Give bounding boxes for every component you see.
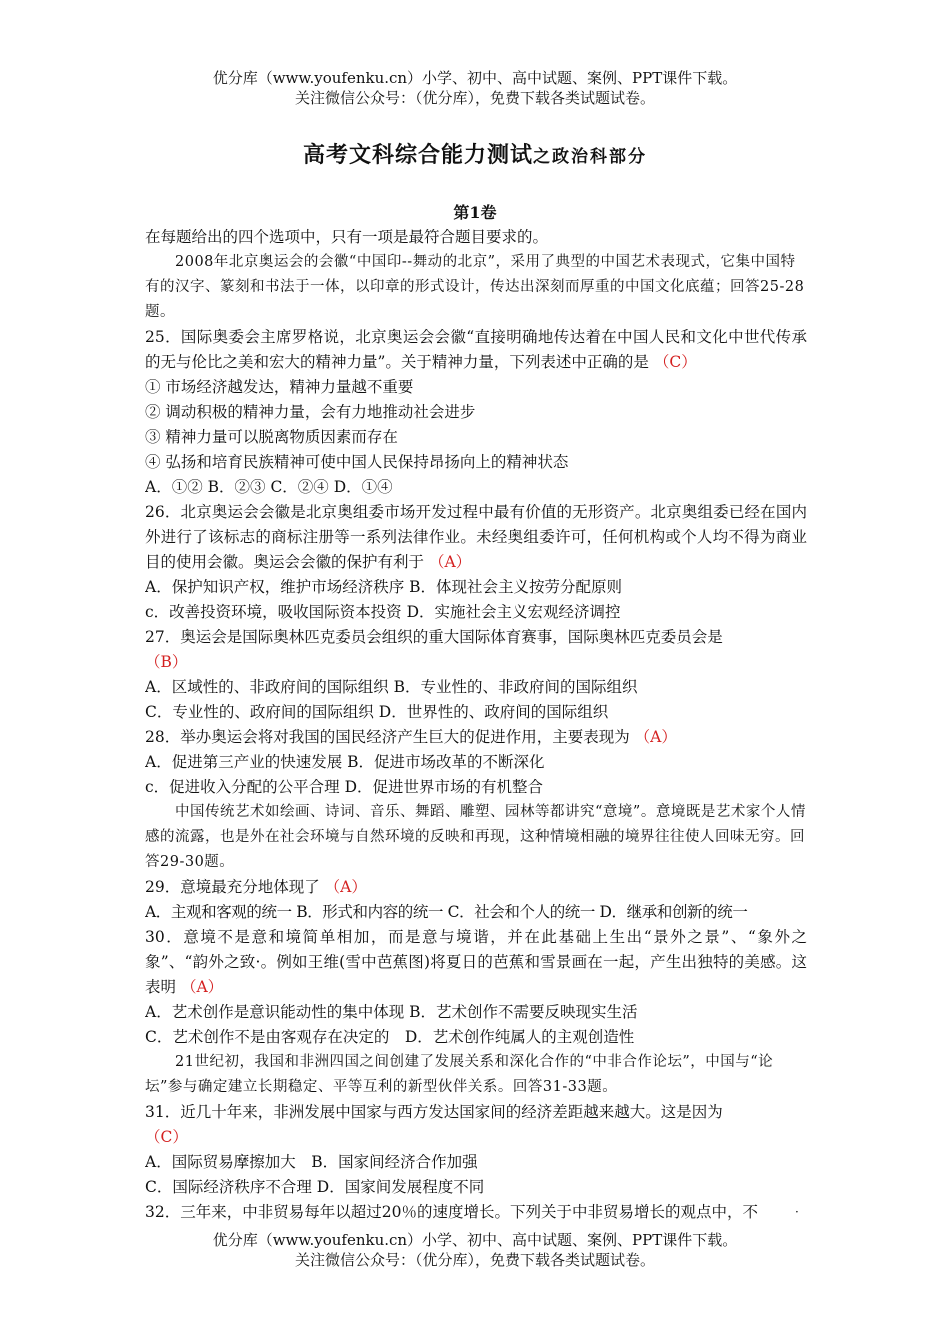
question-27 <box>145 625 807 675</box>
q31-answer: （C） <box>145 1128 188 1146</box>
question-31 <box>145 1100 807 1150</box>
q28-options-row-1: A．促进第三产业的快速发展 B．促进市场改革的不断深化 <box>145 753 545 771</box>
q27-options-row-2: C．专业性的、政府间的国际组织 D．世界性的、政府间的国际组织 <box>145 703 609 721</box>
q25-statement-1: ① 市场经济越发达，精神力量越不重要 <box>145 378 414 396</box>
question-25 <box>145 325 807 375</box>
q30-options-row-1: A．艺术创作是意识能动性的集中体现 B．艺术创作不需要反映现实生活 <box>145 1003 638 1021</box>
q29-options: A．主观和客观的统一 B．形式和内容的统一 C．社会和个人的统一 D．继承和创新的统一 <box>145 903 748 921</box>
q25-stem: 25．国际奥委会主席罗格说，北京奥运会会徽“直接明确地传达着在中国人民和文化中世代传承的无与伦比之美和宏大的精神力量”。关于精神力量，下列表述中正确的是 <box>145 328 807 371</box>
q27-options-row-1: A．区域性的、非政府间的国际组织 B．专业性的、非政府间的国际组织 <box>145 678 638 696</box>
q25-options: A．①② B．②③ C．②④ D．①④ <box>145 478 393 496</box>
passage-2: 中国传统艺术如绘画、诗词、音乐、舞蹈、雕塑、园林等都讲究“意境”。意境既是艺术家个人情感的流露，也是外在社会环境与自然环境的反映和再现，这种情境相融的境界往往使人回味无穷。回答29-30题。 <box>145 804 806 870</box>
header-line-2: 关注微信公众号：（优分库），免费下载各类试题试卷。 <box>294 89 655 107</box>
instruction: 在每题给出的四个选项中，只有一项是最符合题目要求的。 <box>145 228 549 246</box>
passage-1: 2008年北京奥运会的会徽“中国印--舞动的北京”，采用了典型的中国艺术表现式，它集中国特有的汉字、篆刻和书法于一体，以印章的形式设计，传达出深刻而厚重的中国文化底蕴；回答25-28题。 <box>145 254 805 320</box>
title-sub: 之政治科部分 <box>533 147 647 167</box>
page-mark: · <box>795 1205 799 1219</box>
volume-heading: 第1卷 <box>453 203 497 222</box>
title-main: 高考文科综合能力测试 <box>302 143 533 168</box>
q27-answer: （B） <box>145 653 188 671</box>
q28-options-row-2: c．促进收入分配的公平合理 D．促进世界市场的有机整合 <box>145 778 544 796</box>
q31-options-row-1: A．国际贸易摩擦加大 B．国家间经济合作加强 <box>145 1153 478 1171</box>
q31-stem: 31．近几十年来，非洲发展中国家与西方发达国家间的经济差距越来越大。这是因为 <box>145 1103 723 1121</box>
footer-line-1: 优分库（www.youfenku.cn）小学、初中、高中试题、案例、PPT课件下载。 <box>212 1231 738 1249</box>
question-32: 32．三年来，中非贸易每年以超过20％的速度增长。下列关于中非贸易增长的观点中，不 <box>145 1203 758 1221</box>
q29-stem: 29．意境最充分地体现了 <box>145 878 320 896</box>
q30-answer: （A） <box>180 978 224 996</box>
q26-options-row-2: c．改善投资环境，吸收国际资本投资 D．实施社会主义宏观经济调控 <box>145 603 621 621</box>
q28-answer: （A） <box>634 728 677 746</box>
q29-answer: （A） <box>324 878 367 896</box>
q25-statement-3: ③ 精神力量可以脱离物质因素而存在 <box>145 428 398 446</box>
q28-stem: 28．举办奥运会将对我国的国民经济产生巨大的促进作用，主要表现为 <box>145 728 630 746</box>
q27-stem: 27．奥运会是国际奥林匹克委员会组织的重大国际体育赛事，国际奥林匹克委员会是 <box>145 628 723 646</box>
q30-options-row-2: C．艺术创作不是由客观存在决定的 D．艺术创作纯属人的主观创造性 <box>145 1028 635 1046</box>
header-line-1: 优分库（www.youfenku.cn）小学、初中、高中试题、案例、PPT课件下载。 <box>212 69 738 87</box>
q31-options-row-2: C．国际经济秩序不合理 D．国家间发展程度不同 <box>145 1178 485 1196</box>
passage-3: 21世纪初，我国和非洲四国之间创建了发展关系和深化合作的“中非合作论坛”，中国与“论坛”参与确定建立长期稳定、平等互利的新型伙伴关系。回答31-33题。 <box>145 1054 774 1095</box>
q26-options-row-1: A．保护知识产权，维护市场经济秩序 B．体现社会主义按劳分配原则 <box>145 578 623 596</box>
page-title <box>0 138 950 169</box>
q25-statement-2: ② 调动积极的精神力量，会有力地推动社会进步 <box>145 403 476 421</box>
question-30 <box>145 925 807 1000</box>
document-body <box>145 225 807 1225</box>
q26-answer: （A） <box>428 553 472 571</box>
q25-statement-4: ④ 弘扬和培育民族精神可使中国人民保持昂扬向上的精神状态 <box>145 453 569 471</box>
question-28 <box>145 725 807 750</box>
footer-line-2: 关注微信公众号：（优分库），免费下载各类试题试卷。 <box>294 1251 655 1269</box>
q26-stem: 26．北京奥运会会徽是北京奥组委市场开发过程中最有价值的无形资产。北京奥组委已经在国内外进行了该标志的商标注册等一系列法律作业。未经奥组委许可，任何机构或个人均不得为商业目的使用会徽。奥运会会徽的保护有利于 <box>145 503 807 571</box>
question-26 <box>145 500 807 575</box>
question-29 <box>145 875 807 900</box>
q25-answer: （C） <box>653 353 697 371</box>
q30-stem: 30．意境不是意和境简单相加，而是意与境谐，并在此基础上生出“景外之景”、“象外之象”、“韵外之致·。例如王维(雪中芭蕉图)将夏日的芭蕉和雪景画在一起，产生出独特的美感。这表明 <box>145 928 807 996</box>
